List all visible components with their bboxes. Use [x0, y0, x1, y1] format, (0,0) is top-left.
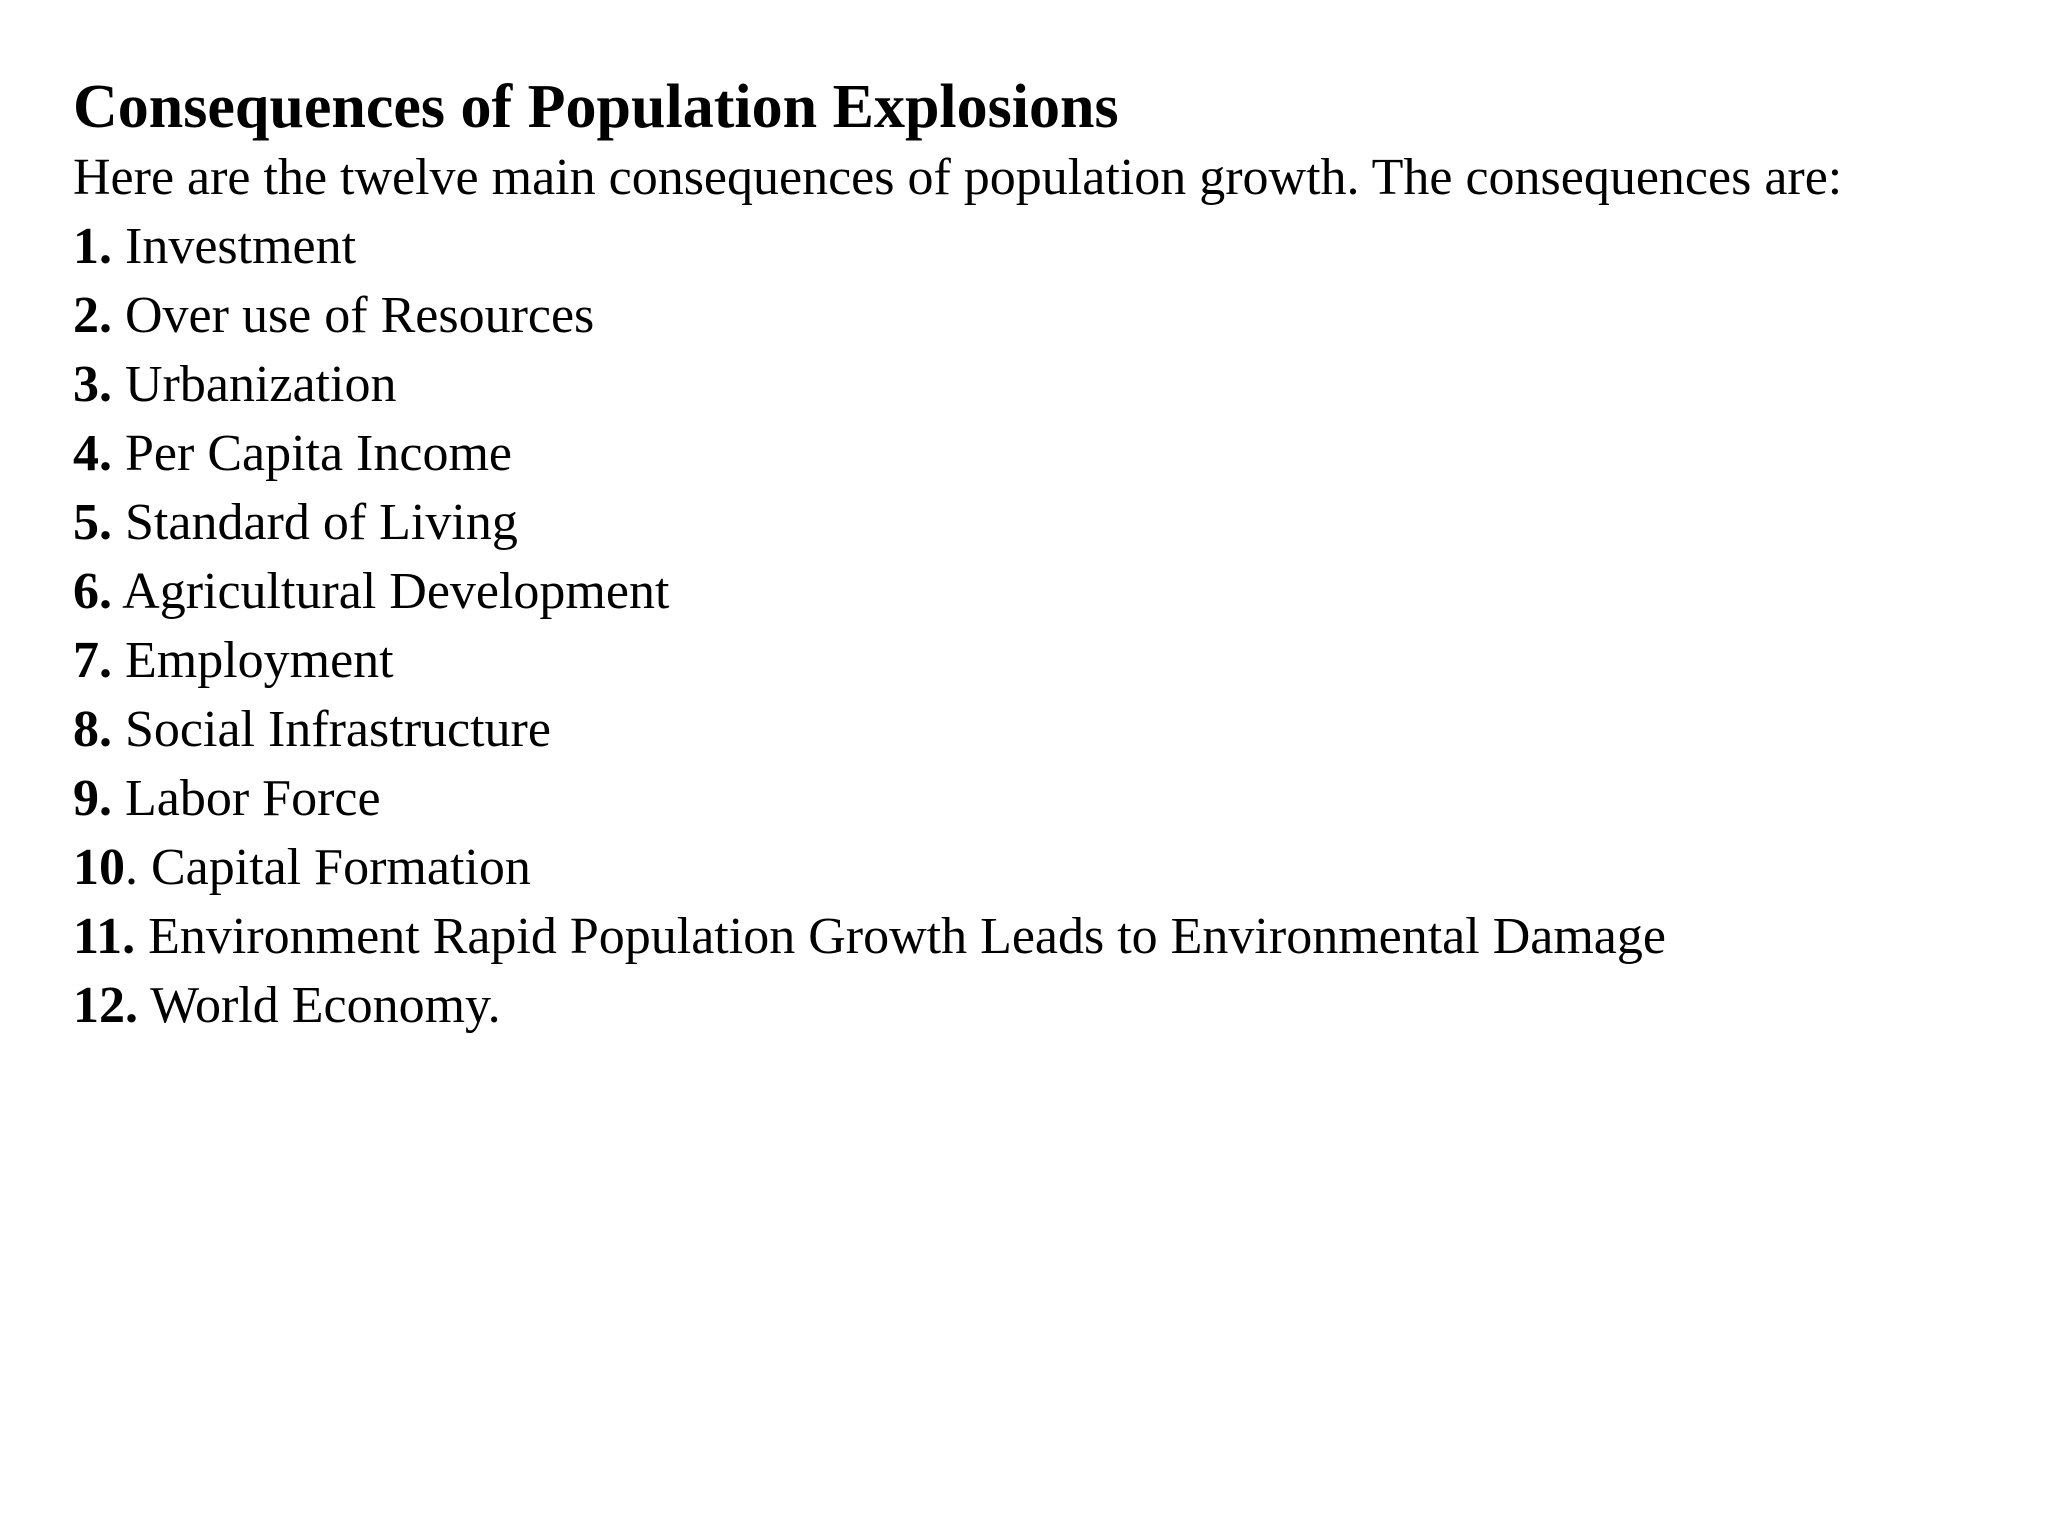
list-item: [73, 902, 1993, 971]
item-text: Per Capita Income: [125, 425, 512, 482]
item-text: Standard of Living: [125, 494, 518, 551]
page-title: Consequences of Population Explosions: [73, 73, 1119, 141]
item-separator: [112, 701, 125, 758]
item-separator: [112, 494, 125, 551]
list-item: [73, 557, 1993, 626]
item-number: 2.: [73, 287, 112, 344]
list-item: [73, 350, 1993, 419]
intro-paragraph: Here are the twelve main consequences of population growth. The consequences are:: [73, 149, 1843, 206]
list-item: [73, 833, 1993, 902]
list-item: [73, 695, 1993, 764]
item-separator: [112, 287, 125, 344]
item-number: 11.: [73, 908, 136, 965]
item-number: 1.: [73, 218, 112, 275]
item-number: 12.: [73, 977, 138, 1034]
item-number: 3.: [73, 356, 112, 413]
item-separator: [138, 977, 150, 1034]
item-separator: [135, 908, 148, 965]
item-number: 9.: [73, 770, 112, 827]
item-number: 6.: [73, 563, 112, 620]
list-item: [73, 212, 1993, 281]
list-item: [73, 419, 1993, 488]
item-text: Capital Formation: [151, 839, 531, 896]
item-separator: [112, 632, 125, 689]
list-item: [73, 488, 1993, 557]
item-text: Agricultural Development: [122, 563, 670, 620]
item-separator: [112, 218, 125, 275]
document-slide: [73, 70, 1993, 1040]
consequences-list: [73, 212, 1993, 1040]
list-item: [73, 764, 1993, 833]
item-text: Investment: [125, 218, 357, 275]
item-text: Urbanization: [125, 356, 397, 413]
item-number: 10: [73, 839, 125, 896]
item-separator: .: [125, 839, 151, 896]
item-text: Social Infrastructure: [125, 701, 551, 758]
list-item: [73, 281, 1993, 350]
list-item: [73, 971, 1993, 1040]
item-text: Employment: [125, 632, 394, 689]
item-text: Over use of Resources: [125, 287, 595, 344]
item-separator: [112, 425, 125, 482]
item-separator: [112, 356, 125, 413]
list-item: [73, 626, 1993, 695]
item-text: Environment Rapid Population Growth Leads to Environmental Damage: [148, 908, 1666, 965]
item-separator: [112, 563, 122, 620]
item-text: Labor Force: [125, 770, 381, 827]
item-number: 7.: [73, 632, 112, 689]
item-number: 5.: [73, 494, 112, 551]
item-number: 4.: [73, 425, 112, 482]
item-number: 8.: [73, 701, 112, 758]
item-text: World Economy.: [150, 977, 501, 1034]
item-separator: [112, 770, 125, 827]
